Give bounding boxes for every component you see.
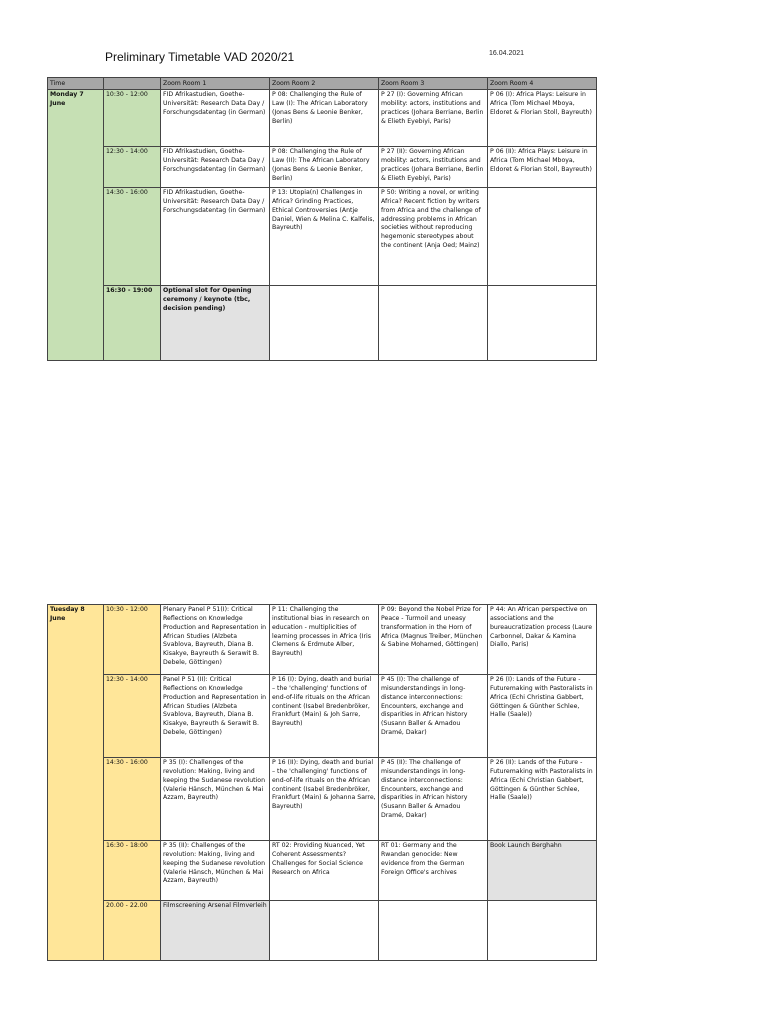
session-cell: P 50: Writing a novel, or writing Africa? Recent fiction by writers from Africa and the challenge of addressing problems in African societies without reproducing hegemonic stereotypes about the continent (Anja Oed; Mainz) [379,188,488,286]
session-cell [379,286,488,361]
document-date: 16.04.2021 [489,50,525,57]
session-cell [379,901,488,961]
session-cell: Filmscreening Arsenal Filmverleih [161,901,270,961]
time-slot: 14:30 - 16:00 [104,758,161,841]
session-cell: P 16 (I): Dying, death and burial – the 'challenging' functions of end-of-life rituals on the African continent (Isabel Bredenbröker, Frankfurt (Main) & Joh Sarre, Bayreuth) [270,675,379,758]
table-row [48,901,597,961]
time-slot: 16:30 - 18:00 [104,841,161,901]
session-cell: P 45 (I): The challenge of misunderstandings in long-distance interconnections: Encounters, exchange and disparities in African history (Susann Baller & Amadou Dramé, Dakar) [379,675,488,758]
session-cell: FID Afrikastudien, Goethe-Universität: Research Data Day / Forschungsdatentag (in German) [161,90,270,147]
session-cell: P 27 (II): Governing African mobility: actors, institutions and practices (Johara Berriane, Berlin & Elieth Eyebiyi, Paris) [379,147,488,188]
session-cell: P 16 (II): Dying, death and burial – the 'challenging' functions of end-of-life rituals on the African continent (Isabel Bredenbröker, Frankfurt (Main) & Johanna Sarre, Bayreuth) [270,758,379,841]
session-cell [488,188,597,286]
monday-timetable [47,77,597,361]
session-cell: Book Launch Berghahn [488,841,597,901]
time-slot: 20.00 - 22.00 [104,901,161,961]
session-cell: P 35 (II): Challenges of the revolution: Making, living and keeping the Sudanese revolution (Valerie Hänsch, München & Mai Azzam, Bayreuth) [161,841,270,901]
day-label-monday: Monday 7 June [48,90,104,361]
time-slot: 16:30 - 19:00 [104,286,161,361]
header-room4: Zoom Room 4 [488,78,597,90]
table-row [48,147,597,188]
session-cell: P 26 (I): Lands of the Future - Futuremaking with Pastoralists in Africa (Echi Christina Gabbert, Göttingen & Günther Schlee, Halle (Saale)) [488,675,597,758]
table-row [48,758,597,841]
header-blank [104,78,161,90]
page-title: Preliminary Timetable VAD 2020/21 [105,50,295,64]
session-cell: Optional slot for Opening ceremony / keynote (tbc, decision pending) [161,286,270,361]
header-room1: Zoom Room 1 [161,78,270,90]
table-row [48,188,597,286]
session-cell: Plenary Panel P 51(I): Critical Reflections on Knowledge Production and Representation in African Studies (Alzbeta Svablova, Bayreuth, Diana B. Kisakye, Bayreuth & Serawit B. Debele, Göttingen) [161,605,270,675]
session-cell: RT 01: Germany and the Rwandan genocide: New evidence from the German Foreign Office's archives [379,841,488,901]
day-label-tuesday: Tuesday 8 June [48,605,104,961]
session-cell: P 45 (II): The challenge of misunderstandings in long-distance interconnections: Encounters, exchange and disparities in African history (Susann Baller & Amadou Dramé, Dakar) [379,758,488,841]
session-cell: FID Afrikastudien, Goethe-Universität: Research Data Day / Forschungsdatentag (in German) [161,188,270,286]
header-time: Time [48,78,104,90]
session-cell: P 44: An African perspective on associations and the bureaucratization process (Laure Carbonnel, Dakar & Kamina Diallo, Paris) [488,605,597,675]
header-row [48,78,597,90]
tuesday-timetable [47,604,597,961]
table-row [48,286,597,361]
time-slot: 14:30 - 16:00 [104,188,161,286]
session-cell [488,901,597,961]
session-cell: P 08: Challenging the Rule of Law (II): The African Laboratory (Jonas Bens & Leonie Benker, Berlin) [270,147,379,188]
time-slot: 10:30 - 12:00 [104,90,161,147]
table-row [48,605,597,675]
session-cell: FID Afrikastudien, Goethe-Universität: Research Data Day / Forschungsdatentag (in German) [161,147,270,188]
table-row [48,675,597,758]
time-slot: 12:30 - 14:00 [104,147,161,188]
time-slot: 10:30 - 12:00 [104,605,161,675]
header-room3: Zoom Room 3 [379,78,488,90]
session-cell: P 13: Utopia(n) Challenges in Africa? Grinding Practices, Ethical Controversies (Antje Daniel, Wien & Melina C. Kalfelis, Bayreuth) [270,188,379,286]
session-cell [488,286,597,361]
header-room2: Zoom Room 2 [270,78,379,90]
session-cell: RT 02: Providing Nuanced, Yet Coherent Assessments? Challenges for Social Science Research on Africa [270,841,379,901]
session-cell [270,286,379,361]
session-cell: Panel P 51 (II): Critical Reflections on Knowledge Production and Representation in African Studies (Alzbeta Svablova, Bayreuth, Diana B. Kisakye, Bayreuth & Serawit B. Debele, Göttingen) [161,675,270,758]
session-cell: P 26 (II): Lands of the Future - Futuremaking with Pastoralists in Africa (Echi Christian Gabbert, Göttingen & Günther Schlee, Halle (Saale)) [488,758,597,841]
table-row [48,90,597,147]
session-cell: P 06 (II): Africa Plays: Leisure in Africa (Tom Michael Mboya, Eldoret & Florian Stoll, Bayreuth) [488,147,597,188]
session-cell [270,901,379,961]
session-cell: P 08: Challenging the Rule of Law (I): The African Laboratory (Jonas Bens & Leonie Benker, Berlin) [270,90,379,147]
session-cell: P 06 (I): Africa Plays: Leisure in Africa (Tom Michael Mboya, Eldoret & Florian Stoll, Bayreuth) [488,90,597,147]
session-cell: P 11: Challenging the institutional bias in research on education - multiplicities of learning processes in Africa (Iris Clemens & Erdmute Alber, Bayreuth) [270,605,379,675]
session-cell: P 35 (I): Challenges of the revolution: Making, living and keeping the Sudanese revolution (Valerie Hänsch, München & Mai Azzam, Bayreuth) [161,758,270,841]
session-cell: P 09: Beyond the Nobel Prize for Peace - Turmoil and uneasy transformation in the Horn of Africa (Magnus Treiber, München & Sabine Mohamed, Göttingen) [379,605,488,675]
table-row [48,841,597,901]
session-cell: P 27 (I): Governing African mobility: actors, institutions and practices (Johara Berriane, Berlin & Elieth Eyebiyi, Paris) [379,90,488,147]
time-slot: 12:30 - 14:00 [104,675,161,758]
